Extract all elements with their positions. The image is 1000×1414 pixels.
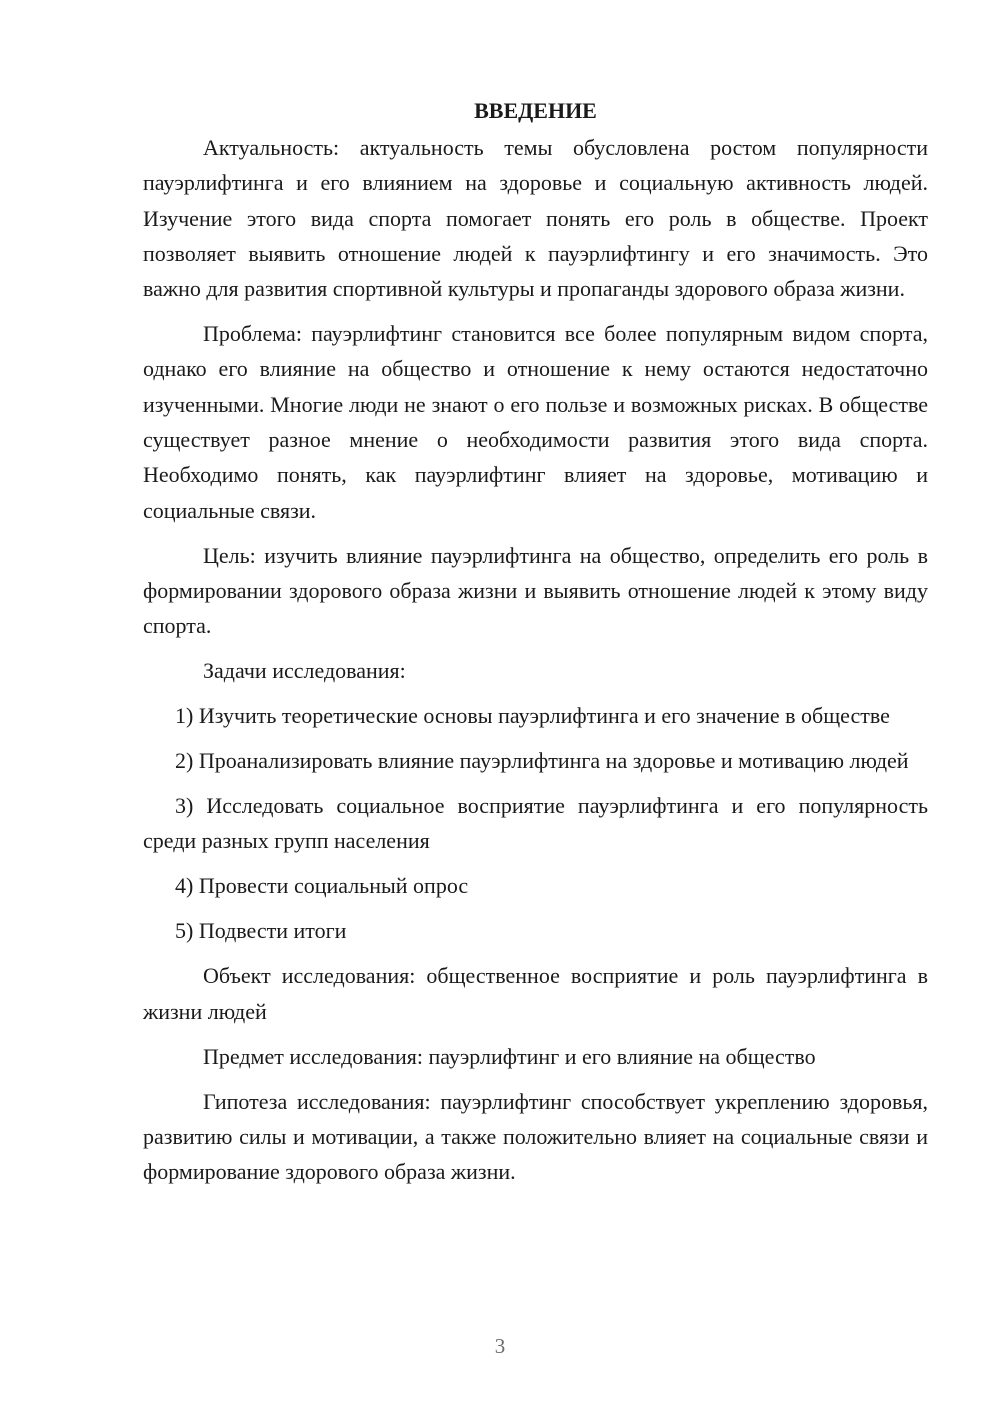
task-item-5: 5) Подвести итоги	[175, 918, 347, 944]
paragraph-object: Объект исследования: общественное восприятие и роль пауэрлифтинга в жизни людей	[143, 963, 928, 1024]
task-item-1: 1) Изучить теоретические основы пауэрлифтинга и его значение в обществе	[175, 703, 890, 729]
page-number: 3	[494, 1334, 506, 1358]
paragraph-subject: Предмет исследования: пауэрлифтинг и его влияние на общество	[203, 1043, 816, 1069]
task-item-2: 2) Проанализировать влияние пауэрлифтинга на здоровье и мотивацию людей	[175, 748, 909, 774]
paragraph-hypothesis: Гипотеза исследования: пауэрлифтинг способствует укреплению здоровья, развитию силы и мотивации, а также положительно влияет на социальные связи и формирование здорового образа жизни.	[143, 1088, 928, 1185]
paragraph-goal: Цель: изучить влияние пауэрлифтинга на общество, определить его роль в формировании здорового образа жизни и выявить отношение людей к этому виду спорта.	[143, 542, 928, 639]
tasks-heading: Задачи исследования:	[203, 658, 406, 684]
document-body	[143, 96, 928, 1190]
paragraph-problem: Проблема: пауэрлифтинг становится все более популярным видом спорта, однако его влияние на общество и отношение к нему остаются недостаточно изученными. Многие люди не знают о его пользе и возможных рисках. В обществе существует разное мнение о необходимости развития этого вида спорта. Необходимо понять, как пауэрлифтинг влияет на здоровье, мотивацию и социальные связи.	[143, 321, 928, 523]
section-title: ВВЕДЕНИЕ	[474, 98, 597, 123]
paragraph-relevance: Актуальность: актуальность темы обусловлена ростом популярности пауэрлифтинга и его влиянием на здоровье и социальную активность людей. Изучение этого вида спорта помогает понять его роль в обществе. Проект позволяет выявить отношение людей к пауэрлифтингу и его значимость. Это важно для развития спортивной культуры и пропаганды здорового образа жизни.	[143, 135, 928, 302]
task-item-3: 3) Исследовать социальное восприятие пауэрлифтинга и его популярность среди разных групп населения	[143, 793, 928, 854]
task-item-4: 4) Провести социальный опрос	[175, 873, 469, 899]
